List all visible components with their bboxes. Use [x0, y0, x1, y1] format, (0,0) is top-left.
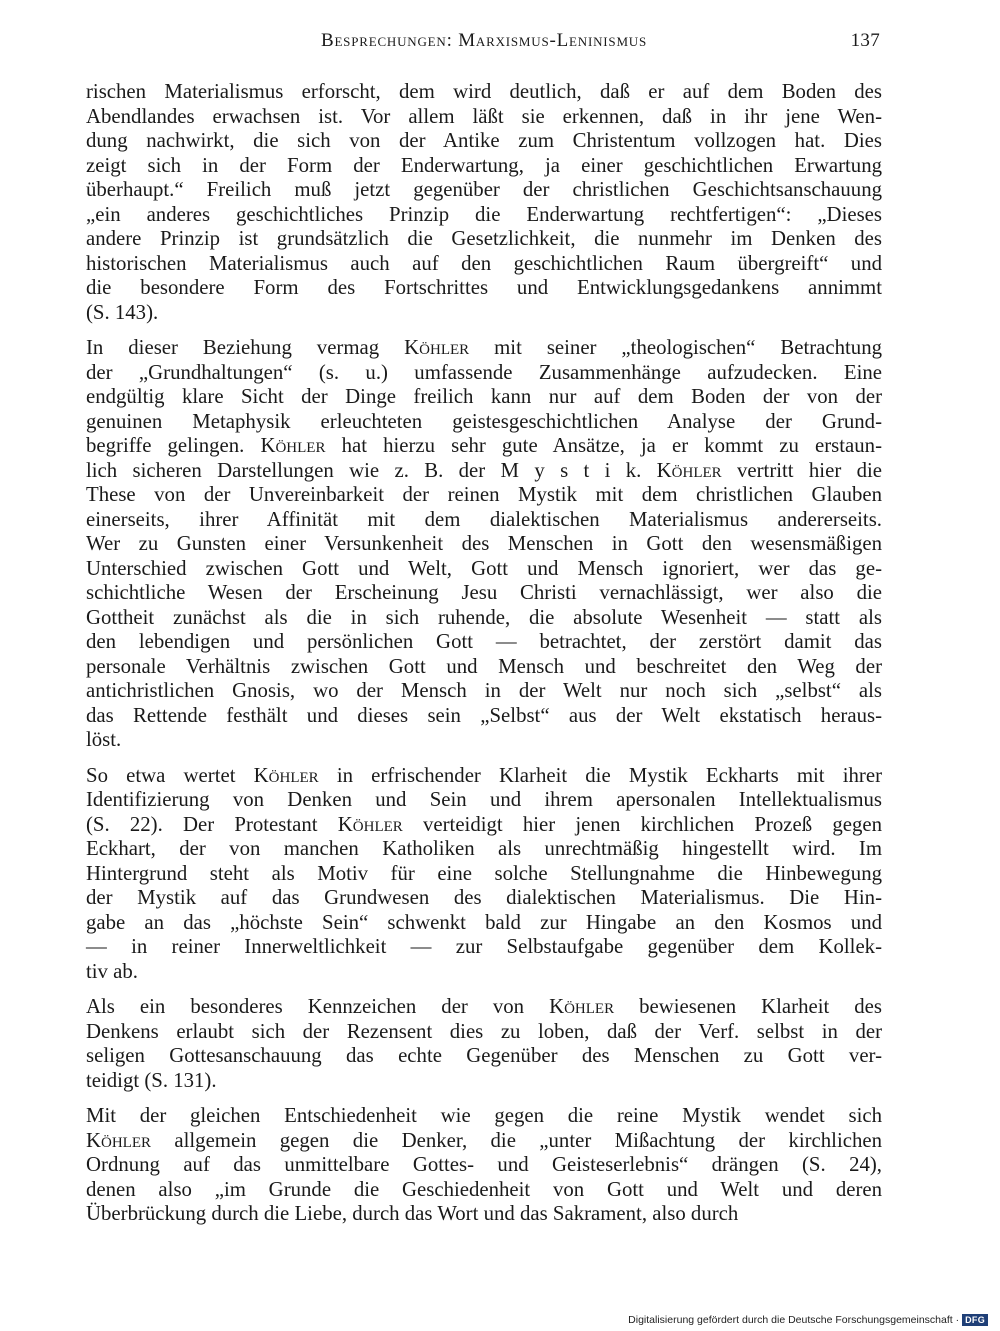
text-line: gabe an das „höchste Sein“ schwenkt bald zur Hingabe an den Kosmos und — [86, 910, 882, 934]
text-line: andere Prinzip ist grundsätzlich die Gesetzlichkeit, die nunmehr im Denken des — [86, 227, 882, 250]
text-line: der Mystik auf das Grundwesen des dialektischen Materialismus. Die Hin- — [86, 886, 882, 909]
text-line: das Rettende festhält und dieses sein „Selbst“ aus der Welt ekstatisch heraus- — [86, 703, 882, 727]
paragraph — [86, 336, 882, 753]
text-line: Unterschied zwischen Gott und Welt, Gott und Mensch ignoriert, wer das ge- — [86, 556, 882, 580]
author-name: Köhler — [253, 763, 319, 787]
text-line: So etwa wertet Köhler in erfrischender Klarheit die Mystik Eckharts mit ihrer — [86, 763, 882, 787]
text-line: endgültig klare Sicht der Dinge freilich kann nur auf dem Boden der von der — [86, 385, 882, 408]
text-line: (S. 143). — [86, 300, 159, 324]
text-line: überhaupt.“ Freilich muß jetzt gegenüber der christlichen Geschichtsanschauung — [86, 178, 882, 201]
text-line: Eckhart, der von manchen Katholiken als unrechtmäßig hingestellt wird. Im — [86, 837, 882, 860]
author-name: Köhler — [86, 1128, 152, 1152]
author-name: Köhler — [337, 812, 403, 836]
text-line: dung nachwirkt, die sich von der Antike zum Christentum vollzogen hat. Dies — [86, 129, 882, 152]
text-line: Als ein besonderes Kennzeichen der von Köhler bewiesenen Klarheit des — [86, 995, 883, 1018]
text-line: tiv ab. — [86, 959, 138, 983]
text-line: antichristlichen Gnosis, wo der Mensch in der Welt nur noch sich „selbst“ als — [86, 679, 882, 702]
text-line: einerseits, ihrer Affinität mit dem dialektischen Materialismus andererseits. — [86, 507, 882, 531]
paragraph — [86, 1104, 882, 1227]
text-line: Mit der gleichen Entschiedenheit wie gegen die reine Mystik wendet sich — [86, 1104, 882, 1127]
text-line: Abendlandes erwachsen ist. Vor allem läßt sie erkennen, daß in ihr jene Wen- — [86, 104, 882, 128]
text-line: Identifizierung von Denken und Sein und ihrem apersonalen Intellektualismus — [86, 788, 882, 811]
dfg-logo-icon: DFG — [962, 1314, 988, 1326]
paragraph — [86, 80, 882, 325]
author-name: Köhler — [260, 434, 326, 457]
text-line: genuinen Metaphysik erleuchteten geistesgeschichtlichen Analyse der Grund- — [86, 409, 882, 433]
text-line: Köhler allgemein gegen die Denker, die „unter Mißachtung der kirchlichen — [86, 1128, 882, 1152]
text-line: Gottheit zunächst als die in sich ruhende, die absolute Wesenheit — statt als — [86, 605, 882, 629]
body-text — [86, 80, 882, 1238]
text-line: — in reiner Innerweltlichkeit — zur Selbstaufgabe gegenüber dem Kollek- — [86, 935, 882, 958]
page-number: 137 — [850, 30, 880, 51]
text-line: den lebendigen und persönlichen Gott — betrachtet, der zerstört damit das — [86, 630, 882, 653]
text-line: „ein anderes geschichtliches Prinzip die Enderwartung rechtfertigen“: „Dieses — [86, 202, 882, 226]
text-line: die besondere Form des Fortschrittes und Entwicklungsgedankens annimmt — [86, 276, 882, 299]
text-line: personale Verhältnis zwischen Gott und Mensch und beschreitet den Weg der — [86, 654, 882, 678]
running-head — [88, 30, 880, 56]
digitization-footer — [598, 1313, 988, 1327]
text-line: Ordnung auf das unmittelbare Gottes- und Geisteserlebnis“ drängen (S. 24), — [86, 1153, 882, 1176]
text-line: schichtliche Wesen der Erscheinung Jesu Christi vernachlässigt, wer also die — [86, 581, 882, 604]
author-name: Köhler — [404, 336, 470, 359]
footer-credit: Digitalisierung gefördert durch die Deutsche Forschungsgemeinschaft · — [628, 1314, 960, 1326]
paragraph — [86, 764, 882, 985]
text-line: historischen Materialismus auch auf den geschichtlichen Raum übergreift“ und — [86, 251, 882, 275]
text-line: begriffe gelingen. Köhler hat hierzu sehr gute Ansätze, ja er kommt zu erstaun- — [86, 434, 882, 457]
text-line: Wer zu Gunsten einer Versunkenheit des Menschen in Gott den wesensmäßigen — [86, 532, 882, 555]
text-line: seligen Gottesanschauung das echte Gegenüber des Menschen zu Gott ver- — [86, 1044, 882, 1067]
text-line: Denkens erlaubt sich der Rezensent dies zu loben, daß der Verf. selbst in der — [86, 1019, 882, 1043]
text-line: zeigt sich in der Form der Enderwartung, ja einer geschichtlichen Erwartung — [86, 153, 882, 177]
text-line: denen also „im Grunde die Geschiedenheit von Gott und Welt und deren — [86, 1177, 882, 1201]
running-title: Besprechungen: Marxismus-Leninismus — [320, 30, 648, 51]
text-line: rischen Materialismus erforscht, dem wird deutlich, daß er auf dem Boden des — [86, 80, 882, 103]
text-line: lich sicheren Darstellungen wie z. B. der M y s t i k. Köhler vertritt hier die — [86, 458, 882, 482]
author-name: Köhler — [549, 995, 615, 1018]
text-line: Überbrückung durch die Liebe, durch das Wort und das Sakrament, also durch — [86, 1202, 739, 1225]
paragraph — [86, 995, 882, 1093]
text-line: (S. 22). Der Protestant Köhler verteidigt hier jenen kirchlichen Prozeß gegen — [86, 812, 882, 836]
text-line: These von der Unvereinbarkeit der reinen Mystik mit dem christlichen Glauben — [86, 483, 882, 506]
text-line: Hintergrund steht als Motiv für eine solche Stellungnahme die Hinbewegung — [86, 861, 882, 885]
text-line: löst. — [86, 728, 122, 751]
text-line: der „Grundhaltungen“ (s. u.) umfassende Zusammenhänge aufzudecken. Eine — [86, 360, 882, 384]
text-line: teidigt (S. 131). — [86, 1068, 217, 1092]
text-line: In dieser Beziehung vermag Köhler mit seiner „theologischen“ Betrachtung — [86, 336, 883, 359]
author-name: Köhler — [656, 458, 722, 482]
